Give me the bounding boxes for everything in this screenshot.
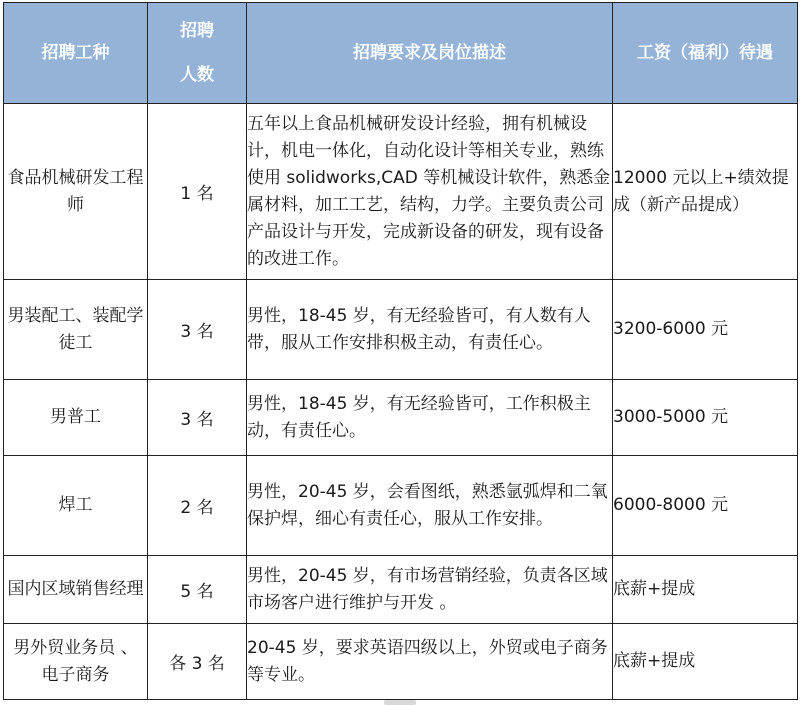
- requirements-cell: 五年以上食品机械研发设计经验，拥有机械设计，机电一体化，自动化设计等相关专业，熟练使用 solidworks,CAD 等机械设计软件，熟悉金属材料，加工工艺，结构，力学。主要负责公司产品设计与开发，完成新设备的研发，现有设备的改进工作。: [247, 104, 613, 280]
- table-row: [4, 380, 798, 456]
- headcount-cell: 1 名: [148, 104, 247, 280]
- headcount-cell: 2 名: [148, 456, 247, 556]
- requirements-cell: 男性，20-45 岁，有市场营销经验，负责各区域市场客户进行维护与开发 。: [247, 556, 613, 624]
- job-type-cell: 国内区域销售经理: [4, 556, 148, 624]
- salary-cell: 3000-5000 元: [613, 380, 798, 456]
- salary-cell: 底薪+提成: [613, 556, 798, 624]
- salary-cell: 12000 元以上+绩效提成（新产品提成）: [613, 104, 798, 280]
- table-row: [4, 280, 798, 380]
- table-row: [4, 104, 798, 280]
- headcount-cell: 各 3 名: [148, 624, 247, 700]
- header-requirements: 招聘要求及岗位描述: [247, 3, 613, 104]
- recruitment-table: [3, 2, 798, 700]
- headcount-cell: 5 名: [148, 556, 247, 624]
- job-type-cell: 食品机械研发工程师: [4, 104, 148, 280]
- header-headcount-line1: 招聘: [180, 21, 214, 41]
- table-row: [4, 624, 798, 700]
- table-row: [4, 556, 798, 624]
- job-type-cell: 男装配工、装配学徒工: [4, 280, 148, 380]
- job-type-cell: 焊工: [4, 456, 148, 556]
- requirements-cell: 男性，20-45 岁，会看图纸，熟悉氩弧焊和二氧保护焊，细心有责任心，服从工作安排。: [247, 456, 613, 556]
- salary-cell: 6000-8000 元: [613, 456, 798, 556]
- job-type-cell: 男外贸业务员 、 电子商务: [4, 624, 148, 700]
- header-salary: 工资（福利）待遇: [613, 3, 798, 104]
- salary-cell: 3200-6000 元: [613, 280, 798, 380]
- header-row: [4, 3, 798, 104]
- header-headcount: [148, 3, 247, 104]
- headcount-cell: 3 名: [148, 280, 247, 380]
- header-headcount-line2: 人数: [180, 65, 214, 85]
- requirements-cell: 男性，18-45 岁，有无经验皆可，有人数有人带，服从工作安排积极主动，有责任心。: [247, 280, 613, 380]
- requirements-cell: 男性，18-45 岁，有无经验皆可，工作积极主动，有责任心。: [247, 380, 613, 456]
- header-job-type: 招聘工种: [4, 3, 148, 104]
- table-row: [4, 456, 798, 556]
- requirements-cell: 20-45 岁，要求英语四级以上，外贸或电子商务等专业。: [247, 624, 613, 700]
- salary-cell: 底薪+提成: [613, 624, 798, 700]
- job-type-cell: 男普工: [4, 380, 148, 456]
- scroll-indicator: [384, 700, 416, 705]
- headcount-cell: 3 名: [148, 380, 247, 456]
